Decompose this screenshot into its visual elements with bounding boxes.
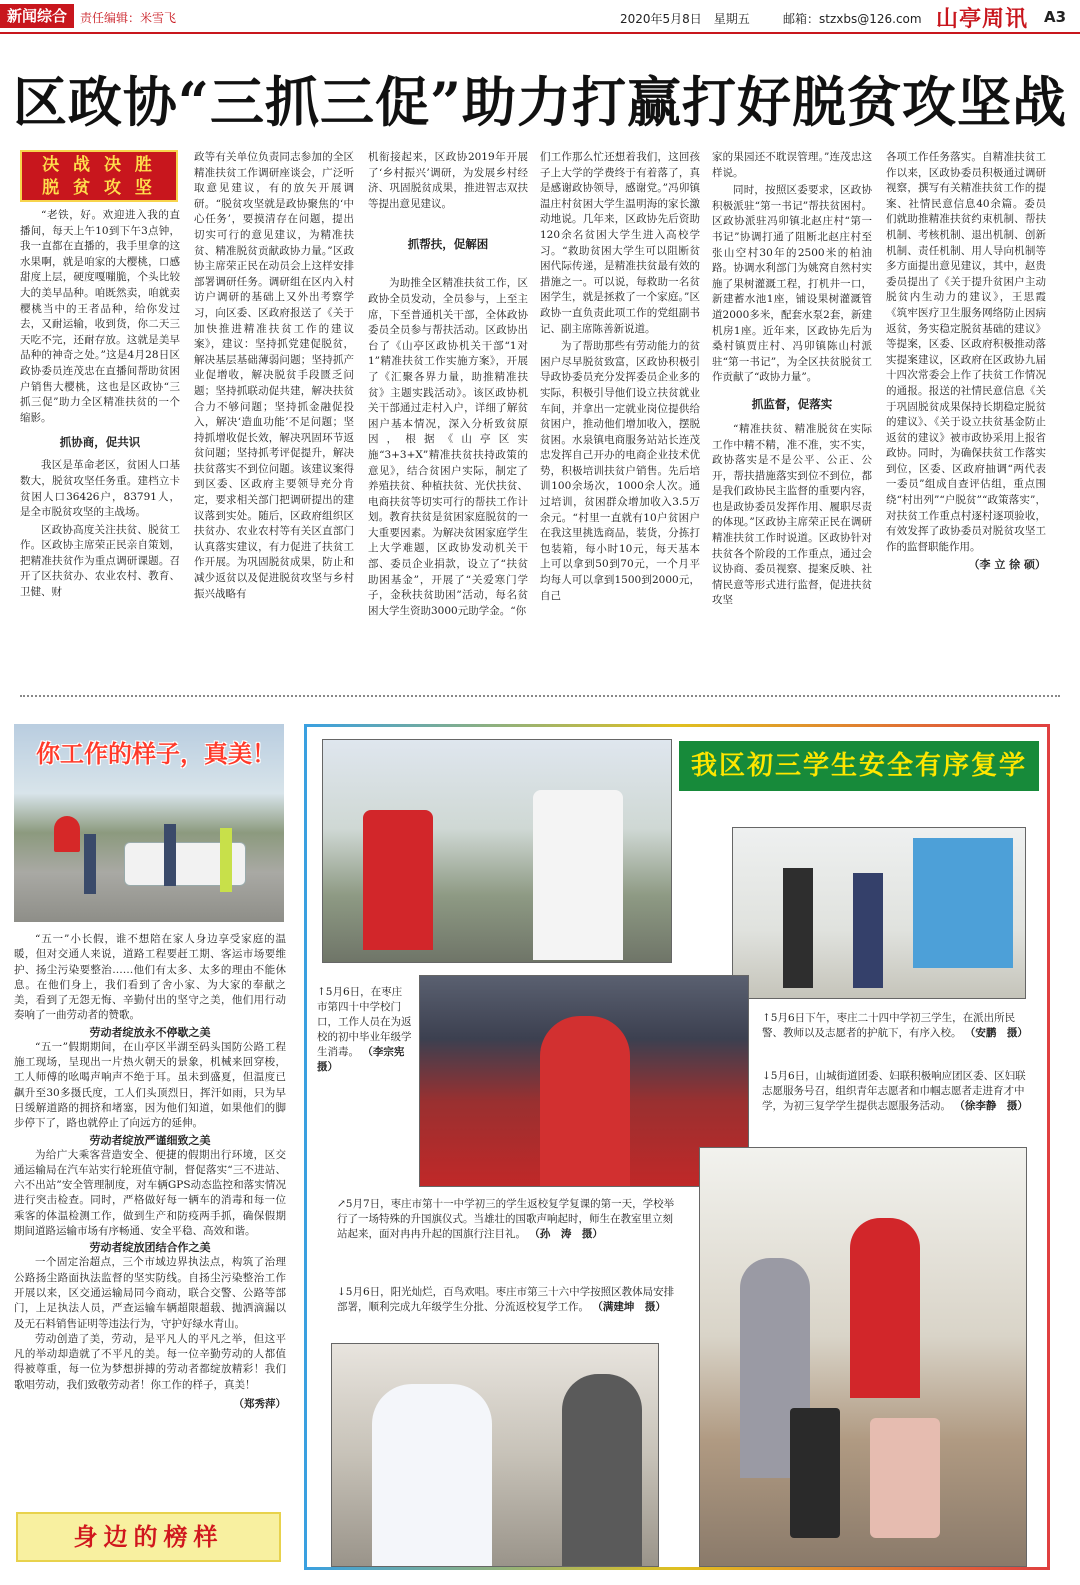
page-header bbox=[0, 0, 1080, 34]
article-column-6 bbox=[886, 150, 1046, 670]
photo-school-entry bbox=[732, 827, 1026, 999]
article-column-5 bbox=[712, 150, 872, 670]
staff-figure bbox=[372, 1384, 492, 1566]
kicker-banner bbox=[20, 150, 178, 202]
paragraph: 同时，按照区委要求，区政协积极派驻“第一书记”帮扶贫困村。区政协派驻冯卯镇北赵庄村“第一书记”协调打通了阻断北赵庄村至张山空村30年的2500米的柏油路。协调水利部门为姚窝自然村实施了果树灌溉工程，打机井一口，新建蓄水池1座，铺设果树灌溉管道2000多米，配套水泵2套，新建机房1座。近年来，区政协先后为桑村镇贾庄村、冯卯镇陈山村派驻“第一书记”，为全区扶贫脱贫工作贡献了“政协力量”。 bbox=[712, 184, 872, 384]
paragraph: “老铁，好。欢迎进入我的直播间，每天上午10到下午3点钟，我一直都在直播的，我手里拿的这水果啊，就是咱家的大樱桃，口感甜度上层，硬度嘎嘣脆，个头比较大的美早品种。咱既然卖，咱就卖樱桃当中的王者品种，给你发过去，又耐运输，收到货，你二天三天吃不完，还耐存放。这就是美早品种的神奇之处。”这是4月28日区政协委员连茂忠在直播间帮助贫困户销售大樱桃，这也是区政协“三抓三促”助力全区精准扶贫的一个缩影。 bbox=[20, 209, 180, 424]
caption-text: ↑5月6日下午，枣庄二十四中学初三学生，在派出所民警、教师以及志愿者的护航下，有序入校。 bbox=[762, 1012, 1016, 1039]
subheading: 劳动者绽放永不停歇之美 bbox=[89, 1025, 211, 1039]
photo-volunteer bbox=[699, 1147, 1027, 1567]
police-figure bbox=[853, 873, 883, 988]
byline: （郑秀萍） bbox=[233, 1398, 286, 1411]
article-poverty-alleviation bbox=[20, 150, 1050, 680]
subheading: 抓帮扶，促解困 bbox=[407, 237, 489, 252]
paragraph: 劳动创造了美，劳动，是平凡人的平凡之举，但这平凡的举动却造就了不平凡的美。每一位辛勤劳动的人都值得被尊重，每一位为梦想拼搏的劳动者都绽放精彩！我们歌唱劳动，我们致敬劳动者！你工作的样子，真美！ bbox=[14, 1332, 286, 1391]
email-address[interactable]: 邮箱：stzxbs@126.com bbox=[783, 12, 922, 26]
caption-text: ↗5月7日，枣庄市第十一中学初三的学生返校复学复课的第一天，学校举行了一场特殊的升国旗仪式。当雄壮的国歌声响起时，师生在教室里立刻站起来，面对冉冉升起的国旗行注目礼。 bbox=[337, 1198, 675, 1240]
paragraph: 家的果园还不耽误管理。”连茂忠这样说。 bbox=[712, 151, 872, 179]
article-column-4 bbox=[540, 150, 700, 670]
volunteer-figure bbox=[850, 1218, 920, 1398]
paragraph: 为助推全区精准扶贫工作，区政协全员发动，全员参与，上至主席，下至普通机关干部，全体政协委员全员参与帮扶活动。区政协出台了《山亭区政协机关干部“1对1”精准扶贫工作实施方案》，开展了《汇聚各界力量，助推精准扶贫》主题实践活动》。该区政协机关干部通过走村入户，详细了解贫困户基本情况，深入分析致贫原因，根据《山亭区实施“3+3+X”精准扶贫扶持政策的意见》，结合贫困户实际，制定了养殖扶贫、种植扶贫、光伏扶贫、电商扶贫等切实可行的帮扶工作计划。教育扶贫是贫困家庭脱贫的一大重要因素。为解决贫困家庭学生上大学难题，区政协发动机关干部、委员企业捐款，设立了“扶贫助困基金”，开展了“关爱寒门学子，金秋扶贫助困”活动，每名贫困大学生资助3000元助学金。“你 bbox=[368, 277, 528, 617]
subheading: 抓协商，促共识 bbox=[59, 435, 141, 450]
page-number: A3 bbox=[1044, 8, 1067, 26]
officer-figure bbox=[164, 824, 176, 886]
subheading: 劳动者绽放团结合作之美 bbox=[89, 1241, 211, 1255]
traffic-checkpoint-photo bbox=[14, 724, 284, 922]
student-figure bbox=[562, 1374, 642, 1566]
paragraph: 一个固定治超点，三个市域边界执法点，构筑了治理公路扬尘路面执法监督的坚实防线。自扬尘污染整治工作开展以来，区交通运输局同今商动，联合交警、公路等部门，上足执法人员，严查运输车辆超限超载、抛洒滴漏以及无石料销售证明等违法行为，守护好绿水青山。 bbox=[14, 1256, 286, 1330]
caption-text: ↑5月6日，在枣庄市第四十中学校门口，工作人员在为返校的初中毕业年级学生消毒。 bbox=[317, 986, 412, 1058]
feature-title: 我区初三学生安全有序复学 bbox=[679, 741, 1039, 791]
photo-temperature-check bbox=[331, 1343, 659, 1567]
paragraph: 为了帮助那些有劳动能力的贫困户尽早脱贫致富，区政协积极引导政协委员充分发挥委员企业多的实际，积极引导他们设立扶贫就业车间，并拿出一定就业岗位提供给贫困户，推动他们增加收入，摆脱贫困。水泉镇电商服务站站长连茂忠发挥自己开办的电商企业技术优势，积极培训扶贫户销售。先后培训100余场次，1000余人次。通过培训，贫困群众增加收入3.5万余元。“村里一直就有10户贫困户在我这里挑选商品，装货，分拣打包装箱，每小时10元，每天基本上可以拿到50到70元，一个月平均每人可以拿到1500到2000元，自己 bbox=[540, 340, 700, 602]
student-figure bbox=[540, 1016, 630, 1186]
header-divider bbox=[0, 32, 1080, 34]
main-headline: 区政协“三抓三促”助力打赢打好脱贫攻坚战 bbox=[12, 70, 1068, 134]
photo-disinfection bbox=[322, 739, 672, 963]
notice-board bbox=[913, 838, 1013, 968]
section-badge: 新闻综合 bbox=[0, 4, 74, 28]
paragraph: 政等有关单位负责同志参加的全区精准扶贫工作调研座谈会，广泛听取意见建议，有的放矢开展调研。“脱贫攻坚就是政协聚焦的‘中心任务’，要摸清存在问题，提出切实可行的意见建议，为精准扶贫、精准脱贫贡献政协力量。”区政协主席荣正民在动员会上这样安排部署调研任务。调研组在区内入村访户调研的基础上又外出考察学习，向区委、区政府报送了《关于加快推进精准扶贫工作的建议案》，建议：坚持抓党建促脱贫，解决基层基础薄弱问题；坚持抓产业促增收，解决脱贫手段匮乏问题；坚持抓联动促共建，解决扶贫合力不够问题；坚持抓金融促投入，解决‘造血功能’不足问题；坚持抓增收促长效，解决巩固环节返贫问题；坚持抓考评促提升，解决扶贫落实不到位问题。该建议案得到区委、区政府主要领导充分肯定，要求相关部门把调研提出的建议落到实处。随后，区政府组织区扶贫办、农业农村等有关区直部门认真落实建议，有力促进了扶贫工作开展。为巩固脱贫成果，防止和减少返贫以及促进脱贫攻坚与乡村振兴战略有 bbox=[194, 151, 354, 600]
article-labor-day bbox=[14, 724, 286, 1574]
umbrella-shape bbox=[54, 816, 80, 852]
person-figure bbox=[783, 868, 813, 988]
masthead-logo: 山亭周讯 bbox=[936, 6, 1029, 32]
officer-figure bbox=[84, 834, 96, 894]
paragraph: “五一”假期期间，在山亭区半湖至码头国防公路工程施工现场，呈现出一片热火朝天的景象，机械来回穿梭，工人师傅的吆喝声响声不绝于耳。虽未到盛夏，但温度已飙升至30多摄氏度，工人们头顶烈日，挥汗如雨，只为早日缓解道路的拥挤和堵塞，因为他们知道，如果他们的脚步停下了，路也就停止了向远方的延伸。 bbox=[14, 1040, 286, 1130]
subheading: 劳动者绽放严谨细致之美 bbox=[89, 1133, 211, 1147]
publication-date: 2020年5月8日 星期五 bbox=[620, 12, 750, 26]
article-column-1 bbox=[20, 150, 180, 670]
caption-1 bbox=[317, 985, 415, 1075]
section-divider bbox=[20, 695, 1060, 697]
kicker-line-2: 脱 贫 攻 坚 bbox=[42, 178, 156, 198]
caption-text: ↓5月6日，山城街道团委、妇联积极响应团区委、区妇联志愿服务号召，组织青年志愿者和巾帼志愿者走进育才中学，为初三复学学生提供志愿服务活动。 bbox=[762, 1070, 1026, 1112]
paragraph: “五一”小长假，谁不想陪在家人身边享受家庭的温暖，但对交通人来说，道路工程要赶工期、客运市场要维护、扬尘污染要整治……他们有太多、太多的理由不能休息。在他们身上，我们看到了舍小家、为大家的奉献之美，看到了无怨无悔、辛勤付出的坚守之美，他们用行动奏响了一曲劳动者的赞歌。 bbox=[14, 933, 286, 1022]
paragraph: 为给广大乘客营造安全、便捷的假期出行环境，区交通运输局在汽车站实行轮班值守制，督促落实“三不进站、六不出站”安全管理制度，对车辆GPS动态监控和落实情况进行突击检查。同时，严格做好每一辆车的消毒和每一位乘客的体温检测工作，做到生产和防疫两手抓，确保假期期间道路运输市场有序畅通、安全平稳、高效和谐。 bbox=[14, 1148, 286, 1238]
photo-credit: （安鹏 摄） bbox=[964, 1027, 1028, 1039]
editor-credit: 责任编辑：米雪飞 bbox=[80, 11, 177, 25]
staff-figure bbox=[533, 790, 623, 960]
paragraph: “精准扶贫、精准脱贫在实际工作中精不精，准不准，实不实，政协落实是不是公平、公正、公开，帮扶措施落实到位不到位，都是我们政协民主监督的重要内容，也是政协委员发挥作用、履职尽责的体现。”区政协主席荣正民在调研精准扶贫工作时说道。区政协针对扶贫各个阶段的工作重点，通过会议协商、委员视察、提案反映、社情民意等形式进行监督，促进扶贫攻坚 bbox=[712, 422, 872, 607]
paragraph: 们工作那么忙还想着我们，这回孩子上大学的学费终于有着落了，真是感谢政协领导，感谢党。”冯卯镇温庄村贫困大学生温明海的家长激动地说。几年来，区政协先后资助120余名贫困大学生进入高校学习。“救助贫困大学生可以阻断贫困代际传递，是精准扶贫最有效的措施之一。可以说，每救助一名贫困学生，就是拯救了一个家庭。”区政协一直负责此项工作的党组副书记、副主席陈善新说道。 bbox=[540, 151, 700, 335]
paragraph: 区政协高度关注扶贫、脱贫工作。区政协主席荣正民亲自策划，把精准扶贫作为重点调研课题。召开了区扶贫办、农业农村、教育、卫健、财 bbox=[20, 523, 180, 599]
caption-text: ↓5月6日，阳光灿烂，百鸟欢唱。枣庄市第三十六中学按照区教体局安排部署，顺利完成九年级学生分批、分流返校复学工作。 bbox=[337, 1286, 675, 1313]
suitcase-shape bbox=[790, 1408, 840, 1538]
byline: （李 立 徐 硕） bbox=[968, 558, 1046, 572]
article-body bbox=[14, 932, 286, 1412]
photo-credit: （李宗宪 摄） bbox=[317, 1046, 415, 1073]
subheading: 抓监督，促落实 bbox=[751, 396, 833, 411]
article-column-2 bbox=[194, 150, 354, 670]
caption-4 bbox=[337, 1197, 677, 1242]
paragraph: 机衔接起来，区政协2019年开展了‘乡村振兴’调研，为发展乡村经济、巩固脱贫成果，推进智志双扶等提出意见建议。 bbox=[368, 151, 528, 210]
caption-2 bbox=[762, 1011, 1028, 1041]
photo-feature-school-reopening bbox=[304, 724, 1050, 1570]
paragraph: 各项工作任务落实。自精准扶贫工作以来，区政协委员积极通过调研视察，撰写有关精准扶贫工作的提案、社情民意信息40余篇。委员们就助推精准扶贫约束机制、帮扶机制、考核机制、退出机制、创新机制、责任机制、用人导向机制等多方面提出意见建议，其中，赵贵委员提出了《关于提升贫困户主动脱贫内生动力的建议》，王思霞《筑牢医疗卫生服务网络防止因病返贫，务实稳定脱贫基础的建议》等提案，区委、区政府积极推动落实提案建议，区政府在区政协九届十四次常委会上作了扶贫工作情况的通报。报送的社情民意信息《关于巩固脱贫成果保持长期稳定脱贫的建议》、《关于设立扶贫基金防止返贫的建议》被市政协采用上报省政协。同时，为确保扶贫工作落实到位，区委、区政府抽调“两代表一委员”组成自查评估组，重点围绕“村出列”“户脱贫”“政策落实”，对扶贫工作重点村逐村逐项验收，有效发挥了政协委员对脱贫攻坚工作的监督职能作用。 bbox=[886, 151, 1046, 553]
student-figure bbox=[363, 810, 433, 950]
photo-credit: （徐李静 摄） bbox=[954, 1100, 1028, 1112]
photo-credit: （孙 涛 摄） bbox=[529, 1228, 603, 1240]
suitcase-shape bbox=[870, 1418, 940, 1538]
officer-figure bbox=[220, 828, 232, 892]
kicker-line-1: 决 战 决 胜 bbox=[42, 155, 156, 175]
paragraph: 我区是革命老区，贫困人口基数大，脱贫攻坚任务重。建档立卡贫困人口36426户，83791人，是全市脱贫攻坚的主战场。 bbox=[20, 459, 180, 519]
column-banner: 身边的榜样 bbox=[16, 1512, 281, 1562]
caption-3 bbox=[762, 1069, 1028, 1114]
caption-5 bbox=[337, 1285, 677, 1315]
photo-credit: （满建坤 摄） bbox=[592, 1301, 666, 1313]
article-column-3 bbox=[368, 150, 528, 670]
photo-title: 你工作的样子，真美！ bbox=[36, 739, 276, 768]
